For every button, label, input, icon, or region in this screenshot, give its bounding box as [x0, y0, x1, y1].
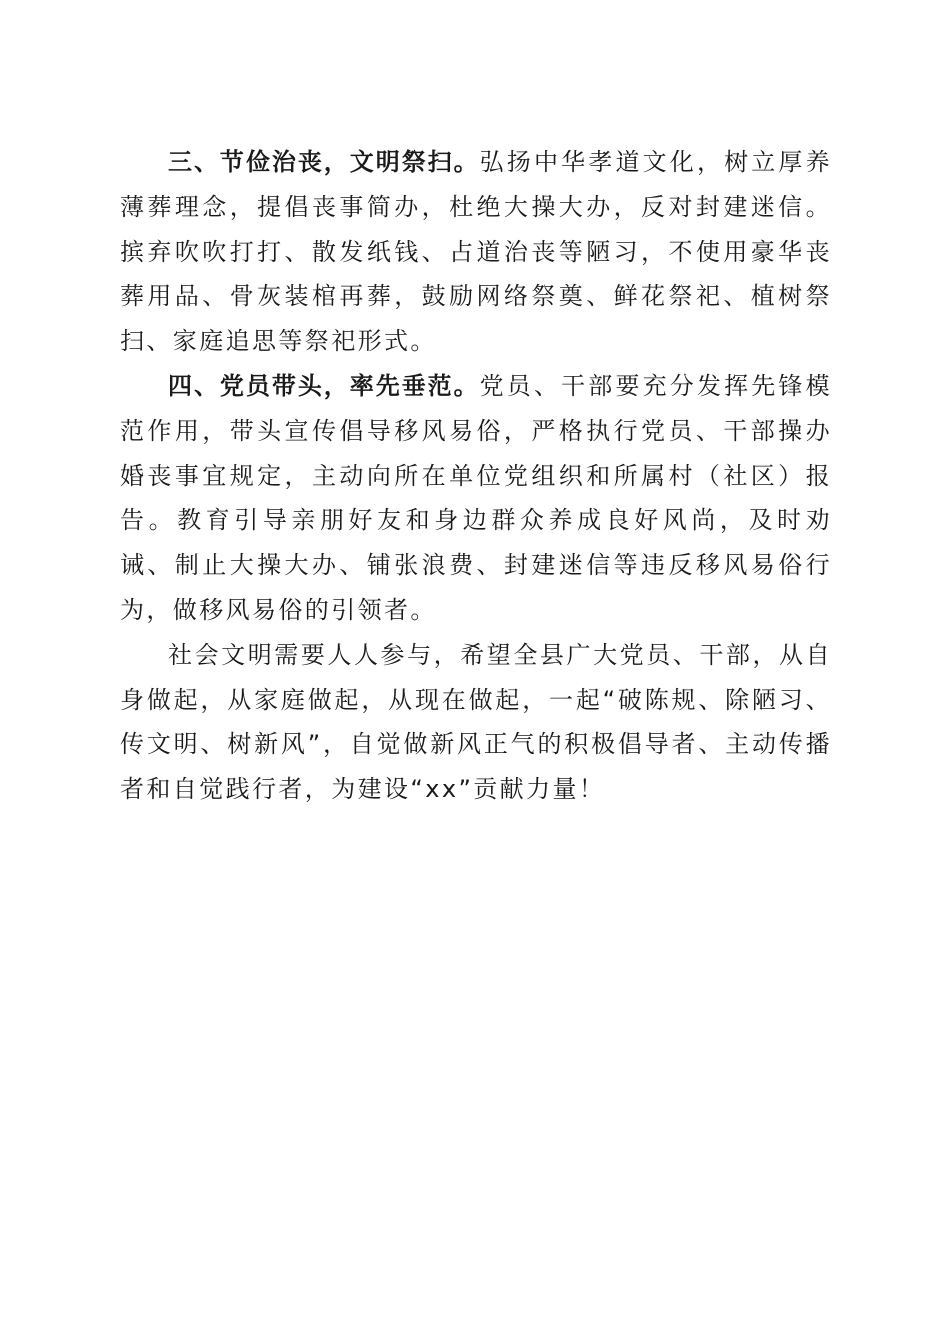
document-body — [120, 140, 832, 812]
paragraph-section-4 — [120, 364, 832, 633]
closing-text: 社会文明需要人人参与，希望全县广大党员、干部，从自身做起，从家庭做起，从现在做起，一起“破陈规、除陋习、传文明、树新风”，自觉做新风正气的积极倡导者、主动传播者和自觉践行者，为建设“xx”贡献力量！ — [120, 640, 832, 804]
section-3-heading: 三、节俭治丧，文明祭扫。 — [168, 148, 480, 176]
paragraph-section-3 — [120, 140, 832, 364]
paragraph-closing — [120, 633, 832, 812]
section-3-text: 弘扬中华孝道文化，树立厚养薄葬理念，提倡丧事简办，杜绝大操大办，反对封建迷信。摈弃吹吹打打、散发纸钱、占道治丧等陋习，不使用豪华丧葬用品、骨灰装棺再葬，鼓励网络祭奠、鲜花祭祀、植树祭扫、家庭追思等祭祀形式。 — [120, 148, 833, 356]
section-4-heading: 四、党员带头，率先垂范。 — [168, 371, 480, 400]
section-4-text: 党员、干部要充分发挥先锋模范作用，带头宣传倡导移风易俗，严格执行党员、干部操办婚丧事宜规定，主动向所在单位党组织和所属村（社区）报告。教育引导亲朋好友和身边群众养成良好风尚，及时劝诫、制止大操大办、铺张浪费、封建迷信等违反移风易俗行为，做移风易俗的引领者。 — [120, 371, 833, 624]
